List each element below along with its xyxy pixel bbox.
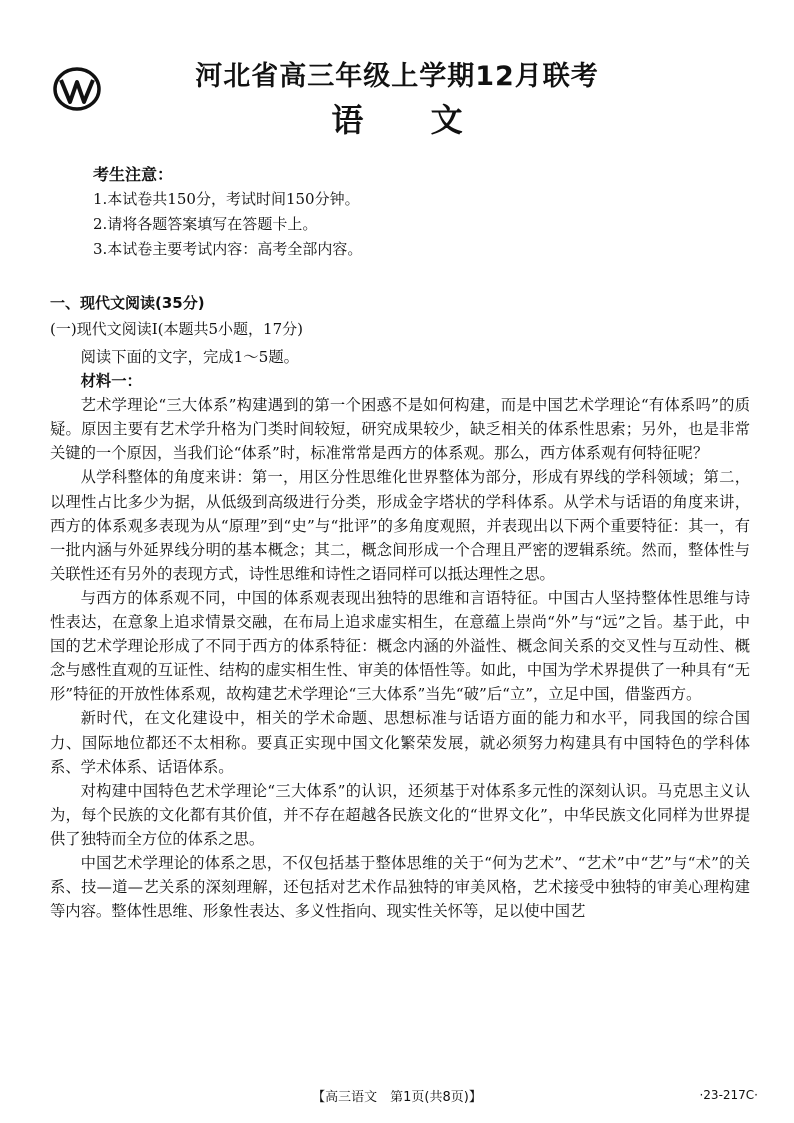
reading-passage: [50, 345, 750, 923]
material-label: 材料一：: [80, 372, 142, 391]
notice-heading: 考生注意：: [93, 165, 174, 184]
paragraph: 从学科整体的角度来讲：第一，用区分性思维化世界整体为部分，形成有界线的学科领域；第二，以理性占比多少为据，从低级到高级进行分类，形成金字塔状的学科体系。从学术与话语的角度来讲，西方的体系观多表现为从“原理”到“史”与“批评”的多角度观照，并表现出以下两个重要特征：其一，有一批内涵与外延界线分明的基本概念；其二，概念间形成一个合理且严密的逻辑系统。然而，整体性与关联性还有另外的表现方式，诗性思维和诗性之语同样可以抵达理性之思。: [50, 468, 750, 583]
paragraph: 对构建中国特色艺术学理论“三大体系”的认识，还须基于对体系多元性的深刻认识。马克思主义认为，每个民族的文化都有其价值，并不存在超越各民族文化的“世界文化”，中华民族文化同样为世界提供了独特而全方位的体系之思。: [50, 781, 750, 848]
exam-code: ·23-217C·: [699, 1088, 758, 1102]
subsection-title: (一)现代文阅读Ⅰ(本题共5小题，17分): [50, 320, 303, 338]
instruction: 阅读下面的文字，完成1～5题。: [80, 348, 299, 366]
notice-item: 3.本试卷主要考试内容：高考全部内容。: [93, 240, 363, 258]
paragraph: 中国艺术学理论的体系之思，不仅包括基于整体思维的关于“何为艺术”、“艺术”中“艺”与“术”的关系、技—道—艺关系的深刻理解，还包括对艺术作品独特的审美风格，艺术接受中独特的审美心理构建等内容。整体性思维、形象性表达、多义性指向、现实性关怀等，足以使中国艺: [50, 853, 750, 921]
page-footer: 【高三语文 第1页(共8页)】: [312, 1090, 482, 1105]
subject-title: 语 文: [331, 101, 463, 139]
candidate-notice: [93, 162, 362, 262]
notice-item: 2.请将各题答案填写在答题卡上。: [93, 215, 318, 233]
paragraph: 艺术学理论“三大体系”构建遇到的第一个困惑不是如何构建，而是中国艺术学理论“有体系吗”的质疑。原因主要有艺术学升格为门类时间较短，研究成果较少，缺乏相关的体系性思索；另外，也是非常关键的一个原因，当我们论“体系”时，标准常常是西方的体系观。那么，西方体系观有何特征呢？: [50, 396, 750, 463]
paragraph: 新时代，在文化建设中，相关的学术命题、思想标准与话语方面的能力和水平，同我国的综合国力、国际地位都还不太相称。要真正实现中国文化繁荣发展，就必须努力构建具有中国特色的学科体系、学术体系、话语体系。: [50, 709, 750, 776]
notice-item: 1.本试卷共150分，考试时间150分钟。: [93, 190, 360, 208]
section-title: 一、现代文阅读(35分): [50, 294, 205, 312]
exam-title: 河北省高三年级上学期12月联考: [195, 61, 599, 92]
paragraph: 与西方的体系观不同，中国的体系观表现出独特的思维和言语特征。中国古人坚持整体性思维与诗性表达，在意象上追求情景交融，在布局上追求虚实相生，在意蕴上崇尚“外”与“远”之旨。基于此，中国的艺术学理论形成了不同于西方的体系特征：概念内涵的外溢性、概念间关系的交叉性与互动性、概念与感性直观的互证性、结构的虚实相生性、审美的体悟性等。如此，中国为学术界提供了一种具有“无形”特征的开放性体系观，故构建艺术学理论“三大体系”当先“破”后“立”，立足中国，借鉴西方。: [50, 588, 750, 704]
